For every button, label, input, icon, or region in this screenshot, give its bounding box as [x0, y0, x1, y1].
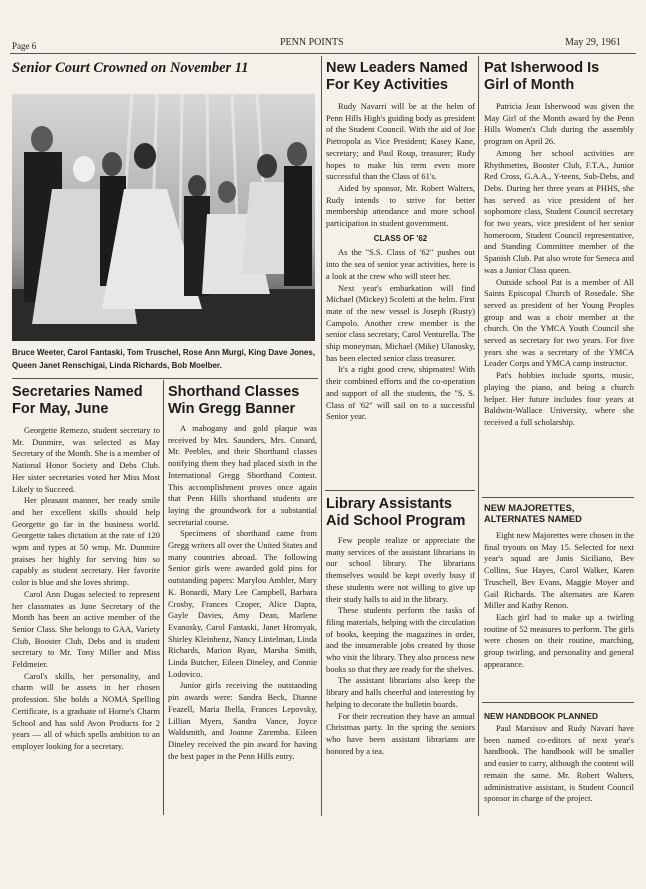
paragraph: It's a right good crew, shipmates! With their combined efforts and the co-operation and support of all the students, the "S. S. Class of '62" will sail on to a successful Senior year. [326, 364, 475, 422]
column-rule [321, 56, 322, 816]
secretaries-headline [12, 384, 162, 418]
column-rule [478, 56, 479, 816]
shorthand-headline-line: Shorthand Classes [168, 384, 300, 400]
paragraph: The assistant librarians also keep the library and halls cheerful and interesting by helping to decorate the bulletin boards. [326, 675, 475, 709]
shorthand-headline-line: Win Gregg Banner [168, 401, 296, 417]
section-rule [482, 497, 634, 498]
paragraph: Few people realize or appreciate the many services of the assistant librarians in our school library. The librarians themselves would be kept overly busy if these students were not willing to give up their study halls to aid in the library. [326, 535, 475, 604]
court-photo [12, 94, 315, 341]
paragraph: A mahogany and gold plaque was received by Mrs. Saunders, Mrs. Cunard, Mr. Peebles, and their Shorthand classes notifying them they had placed sixth in the International Gregg Shorthand Contest. This accomplishment proves once again that Penn Hills shorthand students are laying the groundwork for a substantial secretarial course. [168, 423, 317, 527]
majorettes-headline-line: ALTERNATES NAMED [484, 514, 582, 524]
photo-caption: Bruce Weeter, Carol Fantaski, Tom Truschel, Rose Ann Murgi, King Dave Jones, Queen Janet Renschigai, Linda Richards, Bob Moelber. [12, 348, 316, 370]
section-rule [325, 490, 475, 491]
secretaries-article [12, 425, 160, 753]
paper-name: PENN POINTS [280, 37, 344, 48]
girl-headline [484, 60, 634, 94]
shorthand-headline [168, 384, 318, 418]
paragraph: Her pleasant manner, her ready smile and her excellent skills should help Georgette go far in the business world. Georgette takes dictation at the rate of 120 wpm and types at 50 wmp. Mr. Dunmire praises her highly for serving him so capably as student secretary. Her favorite color is blue and she loves shrimp. [12, 495, 160, 588]
paragraph: Paul Marsisov and Rudy Navari have been named co-editors of next year's handbook. The handbook will be smaller and easier to carry, although the content will remain the same. Mr. Robert Walters, administrative assistant, is Student Council sponsor in charge of the project. [484, 723, 634, 804]
issue-date: May 29, 1961 [565, 37, 621, 48]
column-rule [163, 380, 164, 815]
paragraph: Each girl had to make up a twirling routine of 52 measures to perform. The girls were chosen on their routine, marching, group twirling, and personality and general appearance. [484, 611, 634, 669]
handbook-article [484, 723, 634, 805]
leaders-article [326, 101, 475, 423]
library-headline [326, 496, 476, 530]
court-photo-image [12, 94, 315, 341]
paragraph: For their recreation they have an annual Christmas party. In the spring the seniors who have been assistant librarians are honored by a tea. [326, 710, 475, 756]
library-headline-line: Library Assistants [326, 496, 452, 512]
paragraph: Georgette Remezo, student secretary to Mr. Dunmire, was selected as May Secretary of the Month. She is a member of National Honor Society and Debs Club. Her sister secretaries voted her Miss Most Likely to Succeed. [12, 425, 160, 494]
paragraph: Aided by sponsor, Mr. Robert Walters, Rudy intends to strive for better membership attendance and more school participation in student government. [326, 182, 475, 229]
paragraph: These students perform the tasks of filing materials, helping with the circulation of books, keeping the magazines in order, and the innumerable jobs created by those who visit the library. They also process new books so that they are ready for the shelves. [326, 605, 475, 674]
majorettes-article [484, 530, 634, 670]
library-headline-line: Aid School Program [326, 513, 466, 529]
class-subhead: CLASS OF '62 [373, 233, 428, 243]
paragraph: Patricia Jean Isherwood was given the May Girl of the Month award by the Penn Hills Women's Club during the assembly program on April 26. [484, 101, 634, 147]
girl-headline-line: Pat Isherwood Is [484, 60, 600, 76]
secretaries-headline-line: Secretaries Named [12, 384, 143, 400]
leaders-headline-line: New Leaders Named [326, 60, 468, 76]
handbook-headline: NEW HANDBOOK PLANNED [484, 711, 598, 721]
page-number: Page 6 [12, 41, 37, 51]
header-rule [10, 53, 636, 54]
paragraph: Specimens of shorthand came from Gregg writers all over the United States and many countries abroad. The following Senior girls were awarded gold pins for outstanding papers: Marylou Ambler, Mary K. Bonardi, Mary Lee Campbell, Barbara Crosby, Frances Czoper, Alice Dapra, Gayle Davies, Amy Dean, Marlene Evanosky, Carol Fantaski, Janet Hromyak, Shirley Kleinhenz, Nancy Lintelman, Linda Richards, Marion Ryan, Marsha Smith, Linda Butcher, Eileen Dineley, and Connie Lodovico. [168, 528, 317, 679]
paragraph: Outside school Pat is a member of All Saints Episcopal Church of Rosedale. She served as president of her Young Peoples group and was a choir member at the church. On the YMCA Youth Council she served as secretary for two years. For five years she was a secretary of the YMCA Leader Corps and YMCA camp instructor. [484, 276, 634, 369]
section-rule [482, 702, 634, 703]
majorettes-headline [484, 503, 634, 525]
girl-headline-line: Girl of Month [484, 77, 575, 93]
paragraph: Carol Ann Dugas selected to represent her classmates as June Secretary of the Month has been an active member of the Senior Class. She belongs to GAA, Variety Club, Booster Club, Debs and is student secretary to Mr. Tony Miller and Miss Feldmeier. [12, 588, 160, 670]
library-article [326, 535, 475, 757]
leaders-headline [326, 60, 476, 94]
paragraph: Pat's hobbies include sports, music, playing the piano, and being a church helper. Her future includes four years at Baldwin-Wallace University, where she received a full scholarship. [484, 370, 634, 427]
paragraph: Rudy Navarri will be at the helm of Penn Hills High's guiding body as president of the Student Council. With the aid of Joe Pietropola as Vice President; Kasey Kane, secretary; and Paul Roup, treasurer; Rudy hopes to make his term even more successful than the Class of 61's. [326, 101, 475, 182]
paragraph: Junior girls receiving the outstanding pin awards were: Sandra Beck, Dianne Feazell, Maria Ibella, Frances Lepovsky, Lillian Myers, Sandra Vance, Joyce Waldsmith, and Joanne Zaremba. Eileen Dineley received the pin award for having the best paper in the Penn Hills entry. [168, 680, 317, 761]
girl-article [484, 101, 634, 429]
paragraph: As the "S.S. Class of '62" pushes out into the sea of senior year activities, here is a look at the crew who will steer her. [326, 247, 475, 281]
secretaries-headline-line: For May, June [12, 401, 109, 417]
leaders-headline-line: For Key Activities [326, 77, 448, 93]
paragraph: Carol's skills, her personality, and charm will be assets in her chosen profession. She holds a NOMA Spelling Certificate, is a graduate of Horne's Charm School and has sold Avon Products for 2 years — all of which spells ambition to an employer looking for a secretary. [12, 670, 160, 751]
paragraph: Eight new Majorettes were chosen in the final tryouts on May 15. Selected for next year's squad are Janis Siciliano, Bev Collins, Sue Hayes, Carol Walker, Karen Truschell, Bev Evans, Maggie Moyer and Gail Richards. The alternates are Karen Miller and Kathy Renon. [484, 530, 634, 611]
majorettes-headline-line: NEW MAJORETTES, [484, 503, 575, 513]
section-rule [12, 378, 318, 379]
shorthand-article [168, 423, 317, 762]
court-headline: Senior Court Crowned on November 11 [12, 60, 249, 76]
paragraph: Next year's embarkation will find Michael (Mickey) Scoletti at the helm. First mate of the new vessel is Joseph (Rusty) Campolo. Another crew member is the senior class secretary, Carol Venturella. The ship moneyman, Michael (Mike) Ulanosky, has been elected senior class treasurer. [326, 282, 475, 363]
paragraph: Among her school activities are Rhythmettes, Booster Club, F.T.A., Junior Red Cross, G.A.A., Y-teens, Sub-Debs, and Debs. During her three years at PHHS, she has served as vice president of her sophomore class, Student Council secretary for two years, vice president of her senior homeroom, Student Council representative, and Standing Committee member of the Spanish Club. Pat also wrote for Seneca and was a Junior Class queen. [484, 147, 634, 275]
